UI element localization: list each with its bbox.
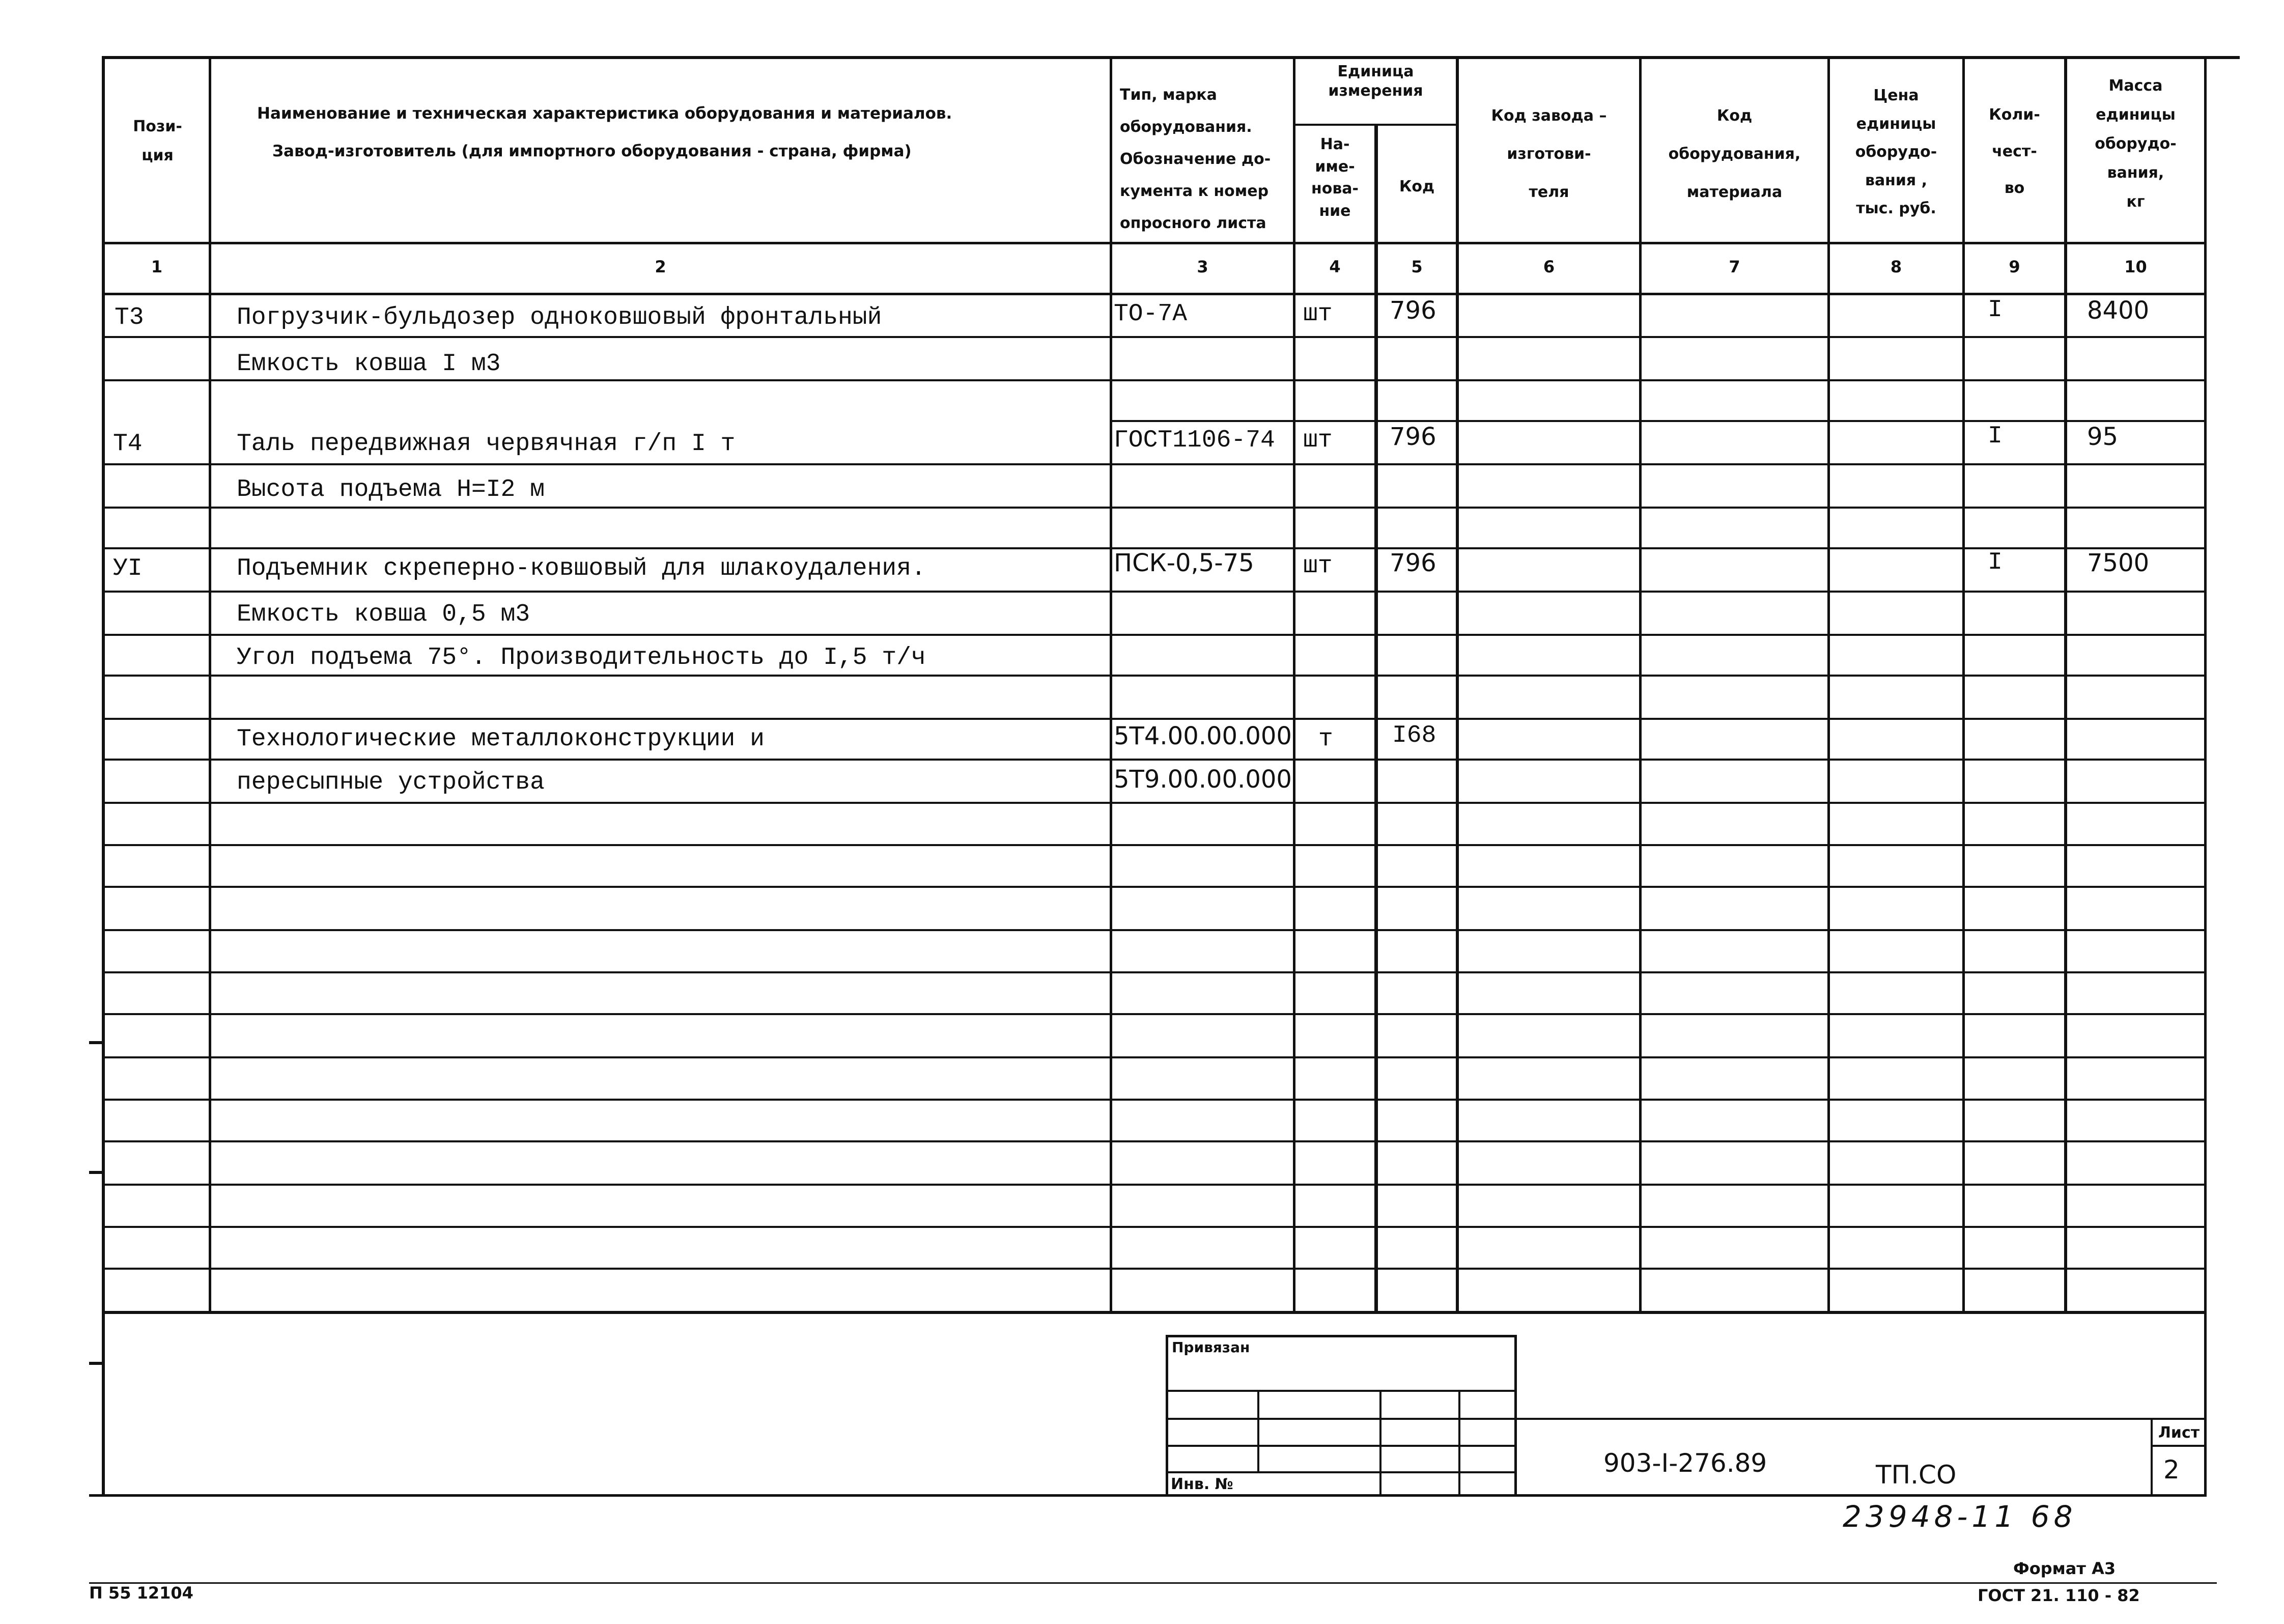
row-line — [102, 1268, 2207, 1270]
row-code: 796 — [1390, 549, 1436, 577]
frame-right-line — [2204, 56, 2207, 1497]
row-line — [102, 802, 2207, 804]
row-line — [102, 971, 2207, 973]
footer-left-code: П 55 12104 — [89, 1583, 193, 1603]
header-col5: Код — [1399, 178, 1435, 195]
row-code: I68 — [1392, 722, 1436, 749]
row-name: Угол подъема 75°. Производительность до I,5 т/ч — [237, 644, 926, 671]
colnum-bottom-line — [102, 293, 2207, 295]
row-name: Высота подъема Н=I2 м — [237, 476, 545, 503]
row-line — [102, 379, 2207, 381]
stamp-col-line — [1458, 1390, 1460, 1494]
footer-line — [89, 1582, 2217, 1584]
sheet-label: Лист — [2158, 1424, 2200, 1442]
row-type: ПСК-0,5-75 — [1114, 549, 1254, 577]
row-type: 5Т4.00.00.000 — [1114, 722, 1292, 750]
row-line — [102, 718, 2207, 720]
margin-tick — [89, 1362, 104, 1365]
stamp-row-line — [1166, 1471, 1517, 1473]
row-type: ГОСТ1106-74 — [1114, 427, 1275, 454]
handwritten-number: 23948-11 68 — [1843, 1499, 2077, 1534]
column-number: 7 — [1729, 257, 1740, 276]
row-line — [102, 1140, 2207, 1142]
column-number: 1 — [151, 257, 163, 276]
header-col3: Тип, марка оборудования. Обозначение до- кумента к номер опросного листа — [1120, 86, 1271, 232]
header-col2: Наименование и техническая характеристика оборудования и материалов. Завод-изготовитель (для импортного оборудования - страна, фирма) — [257, 104, 952, 160]
row-code: 796 — [1390, 296, 1436, 325]
inv-number-label: Инв. № — [1171, 1475, 1233, 1493]
margin-tick — [89, 1171, 104, 1174]
col-line-3 — [1293, 56, 1295, 1312]
document-code: 903-I-276.89 — [1603, 1448, 1767, 1478]
col-line-7 — [1827, 56, 1830, 1312]
row-position: Т4 — [113, 430, 143, 458]
row-name: Таль передвижная червячная г/п I т — [237, 430, 736, 458]
col-line-9 — [2064, 56, 2067, 1312]
header-col8: Цена единицы оборудо- вания , тыс. руб. — [1855, 87, 1937, 217]
row-mass: 7500 — [2087, 549, 2150, 577]
row-qty: I — [1988, 549, 2003, 576]
gost-label: ГОСТ 21. 110 - 82 — [1978, 1586, 2140, 1605]
stamp-row-line — [1166, 1390, 1517, 1392]
col-line-1 — [209, 56, 211, 1312]
header-col10: Масса единицы оборудо- вания, кг — [2095, 77, 2177, 211]
row-line — [102, 844, 2207, 846]
row-line — [102, 507, 2207, 509]
column-number: 9 — [2009, 257, 2020, 276]
header-unit-group: Единица измерения — [1328, 63, 1423, 100]
row-unit: шт — [1303, 552, 1333, 580]
row-mass: 95 — [2087, 423, 2119, 451]
header-col9: Коли- чест- во — [1989, 106, 2040, 197]
row-position: УI — [113, 555, 143, 582]
header-col6: Код завода – изготови- теля — [1491, 107, 1607, 201]
row-name: Погрузчик-бульдозер одноковшовый фронтальный — [237, 304, 882, 331]
header-bottom-line — [102, 242, 2207, 244]
row-line — [102, 1013, 2207, 1015]
row-qty: I — [1988, 423, 2003, 450]
row-line — [102, 336, 2207, 338]
col-line-5 — [1456, 56, 1459, 1312]
format-label: Формат А3 — [2013, 1559, 2116, 1578]
column-number: 8 — [1890, 257, 1902, 276]
table-bottom-line — [102, 1311, 2207, 1314]
stamp-col-line — [1257, 1390, 1259, 1471]
row-unit: шт — [1303, 300, 1333, 328]
row-line — [102, 929, 2207, 931]
column-number: 6 — [1543, 257, 1555, 276]
row-qty: I — [1988, 296, 2003, 324]
row-line — [102, 463, 2207, 465]
header-col4: На- име- нова- ние — [1311, 135, 1359, 220]
row-line — [102, 759, 2207, 761]
row-code: 796 — [1390, 423, 1436, 451]
section-code: ТП.СО — [1876, 1460, 1957, 1490]
row-line — [102, 591, 2207, 593]
row-name: Емкость ковша 0,5 м3 — [237, 601, 530, 628]
col-line-6 — [1639, 56, 1642, 1312]
row-line — [102, 1226, 2207, 1228]
row-type: 5Т9.00.00.000 — [1114, 765, 1292, 794]
row-line — [1110, 420, 2207, 422]
column-number: 4 — [1329, 257, 1341, 276]
frame-bottom-line — [89, 1494, 2207, 1497]
col-line-8 — [1962, 56, 1965, 1312]
row-name: пересыпные устройства — [237, 769, 545, 796]
row-unit: шт — [1303, 427, 1333, 454]
row-mass: 8400 — [2087, 296, 2150, 325]
row-position: Т3 — [115, 304, 144, 331]
frame-top-line — [102, 56, 2240, 59]
stamp-top-line — [1166, 1335, 1517, 1337]
stamp-col-line — [1379, 1390, 1381, 1494]
sheet-box-split — [2151, 1445, 2207, 1447]
column-number: 2 — [655, 257, 666, 276]
header-col7: Код оборудования, материала — [1668, 107, 1801, 201]
row-type: ТО-7А — [1114, 300, 1188, 328]
stamp-row-line — [1166, 1418, 2207, 1420]
col-line-2 — [1110, 56, 1112, 1312]
row-line — [102, 886, 2207, 888]
row-name: Подъемник скреперно-ковшовый для шлакоудаления. — [237, 555, 926, 582]
privyazan-label: Привязан — [1172, 1339, 1250, 1356]
row-unit: т — [1318, 725, 1333, 753]
stamp-row-line — [1166, 1445, 1517, 1447]
header-col1: Пози- ция — [133, 118, 182, 164]
row-line — [102, 675, 2207, 677]
row-line — [102, 1184, 2207, 1186]
column-number: 10 — [2124, 257, 2147, 276]
row-name: Емкость ковша I м3 — [237, 350, 501, 378]
row-line — [102, 634, 2207, 636]
column-number: 5 — [1411, 257, 1423, 276]
row-line — [102, 1056, 2207, 1058]
sheet-number: 2 — [2163, 1455, 2180, 1485]
sheet-box-left — [2151, 1418, 2153, 1497]
margin-tick — [89, 1041, 104, 1044]
row-line — [102, 1099, 2207, 1101]
row-name: Технологические металлоконструкции и — [237, 725, 765, 753]
column-number: 3 — [1197, 257, 1208, 276]
